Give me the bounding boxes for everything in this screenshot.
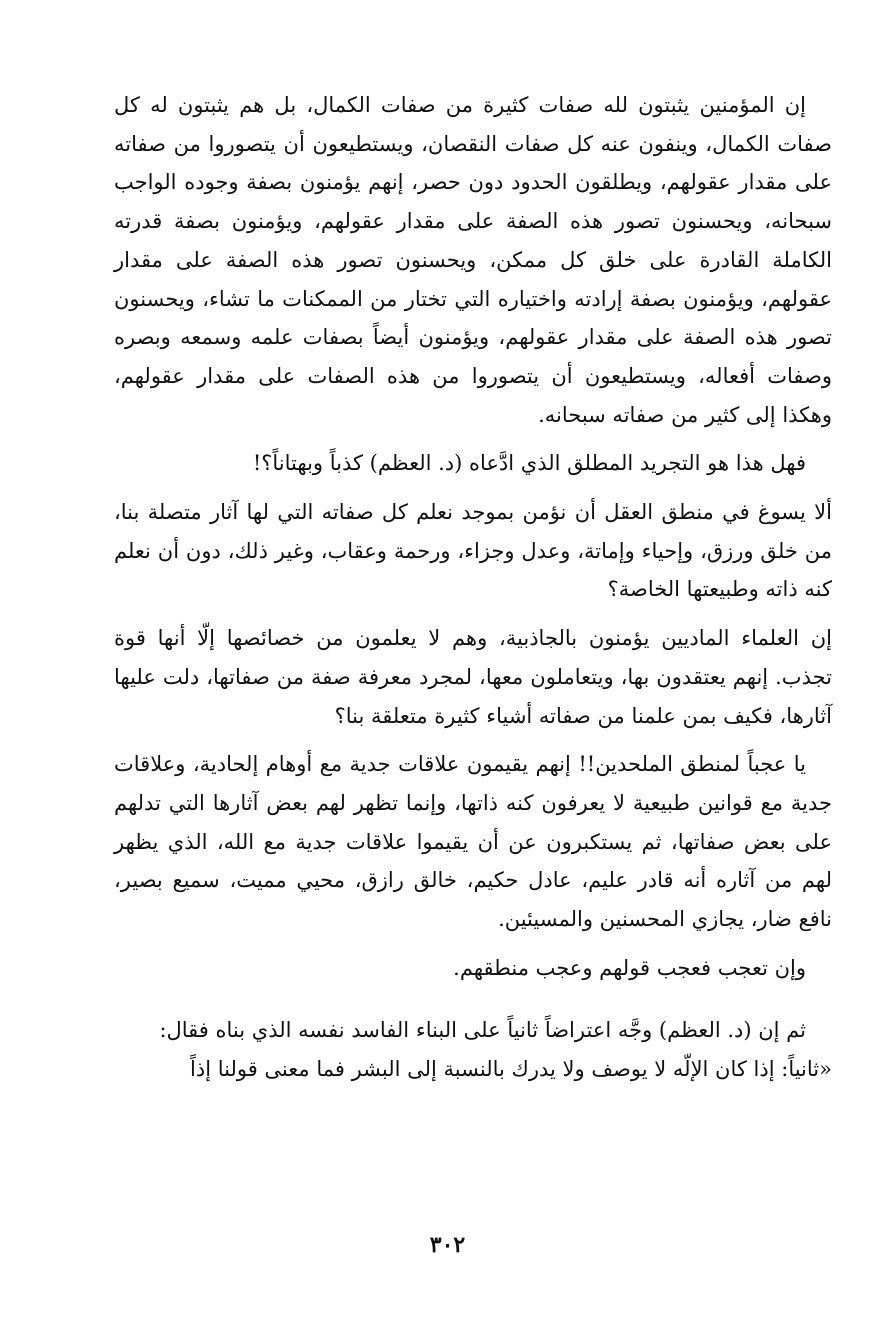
- paragraph-5: يا عجباً لمنطق الملحدين!! إنهم يقيمون علاقات جدية مع أوهام إلحادية، وعلاقات جدية مع قوانين طبيعية لا يعرفون كنه ذاتها، وإنما تظهر لهم بعض آثارها التي تدلهم على بعض صفاتها، ثم يستكبرون عن أن يقيموا علاقات جدية مع الله، الذي يظهر لهم من آثاره أنه قادر عليم، عادل حكيم، خالق رازق، محيي مميت، سميع بصير، نافع ضار، يجازي المحسنين والمسيئين.: [114, 752, 832, 932]
- paragraph-3: ألا يسوغ في منطق العقل أن نؤمن بموجد نعلم كل صفاته التي لها آثار متصلة بنا، من خلق ورزق، وإحياء وإماتة، وعدل وجزاء، ورحمة وعقاب، وغير ذلك، دون أن نعلم كنه ذاته وطبيعتها الخاصة؟: [114, 500, 832, 602]
- paragraph-7: ثم إن (د. العظم) وجَّه اعتراضاً ثانياً على البناء الفاسد نفسه الذي بناه فقال:: [159, 1018, 806, 1043]
- quote-start: «ثانياً: إذا كان الإلّه لا يوصف ولا يدرك بالنسبة إلى البشر فما معنى قولنا إذاً: [190, 1057, 832, 1082]
- page-number: ٣٠٢: [429, 1232, 466, 1258]
- paragraph-2: فهل هذا هو التجريد المطلق الذي ادَّعاه (د. العظم) كذباً وبهتاناً؟!: [252, 451, 806, 476]
- paragraph-1: إن المؤمنين يثبتون لله صفات كثيرة من صفات الكمال، بل هم يثبتون له كل صفات الكمال، وينفون عنه كل صفات النقصان، ويستطيعون أن يتصوروا من صفاته على مقدار عقولهم، ويطلقون الحدود دون حصر، إنهم يؤمنون بصفة وجوده الواجب سبحانه، ويحسنون تصور هذه الصفة على مقدار عقولهم، ويؤمنون بصفة قدرته الكاملة القادرة على خلق كل ممكن، ويحسنون تصور هذه الصفة على مقدار عقولهم، ويؤمنون بصفة إرادته واختياره التي تختار من الممكنات ما تشاء، ويحسنون تصور هذه الصفة على مقدار عقولهم، ويؤمنون أيضاً بصفات علمه وسمعه وبصره وصفات أفعاله، ويستطيعون أن يتصوروا من هذه الصفات على مقدار عقولهم، وهكذا إلى كثير من صفاته سبحانه.: [114, 93, 832, 427]
- page-body: [114, 86, 832, 1089]
- paragraph-4: إن العلماء الماديين يؤمنون بالجاذبية، وهم لا يعلمون من خصائصها إلّا أنها قوة تجذب. إنهم يعتقدون بها، ويتعاملون معها، لمجرد معرفة صفة من صفاتها، دلت عليها آثارها، فكيف بمن علمنا من صفاته أشياء كثيرة متعلقة بنا؟: [114, 626, 832, 728]
- paragraph-6: وإن تعجب فعجب قولهم وعجب منطقهم.: [453, 955, 806, 980]
